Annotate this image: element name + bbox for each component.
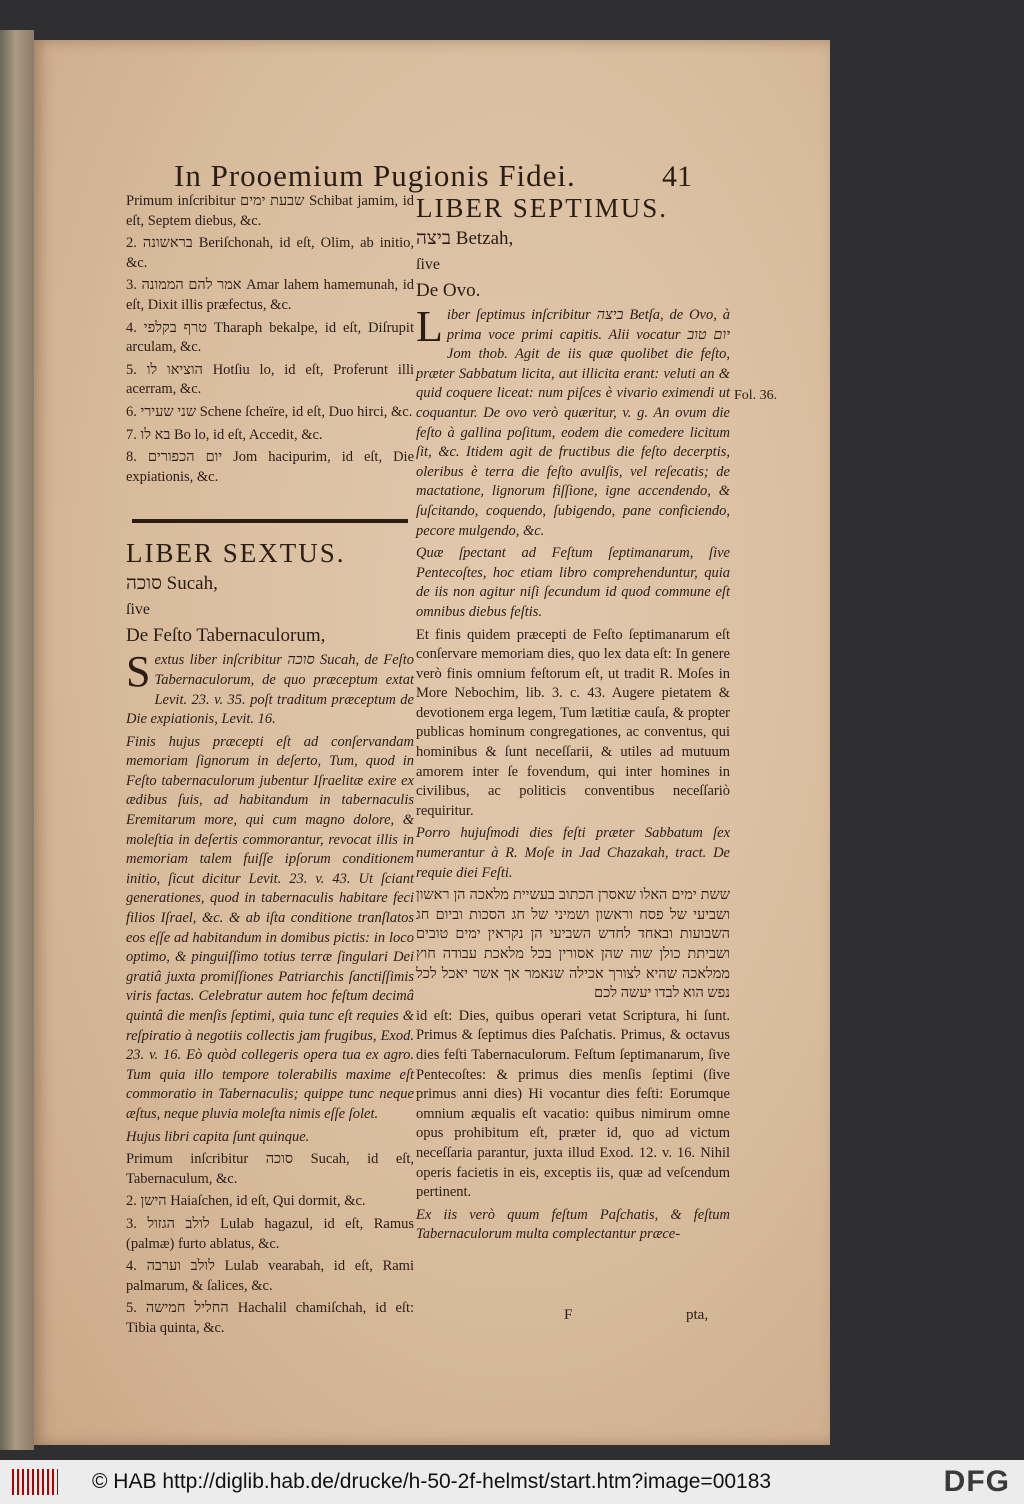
- chapter-item: 2. הישן Haiaſchen, id eſt, Qui dormit, &c.: [126, 1193, 366, 1210]
- book-subtitle: De Feſto Tabernaculorum,: [126, 625, 326, 647]
- chapter-item: Primum inſcribitur שבעת ימים Schibat jamim, id eſt, Septem diebus, &c.: [126, 193, 414, 229]
- chapter-item: 4. לולב וערבה Lulab vearabah, id eſt, Rami palmarum, & ſalices, &c.: [126, 1258, 414, 1294]
- catchword: pta,: [686, 1307, 709, 1323]
- chapter-item: 6. שני שעירי Schene ſcheïre, id eſt, Duo hirci, &c.: [126, 403, 413, 420]
- chapter-item: 7. בא לו Bo lo, id eſt, Accedit, &c.: [126, 426, 323, 443]
- chapter-item: 8. יום הכפורים Jom hacipurim, id eſt, Die expiationis, &c.: [126, 449, 414, 485]
- book-sive: ſive: [126, 601, 150, 619]
- book-title: LIBER SEPTIMUS.: [416, 193, 669, 223]
- book-page: [34, 40, 830, 1445]
- paragraph: id eſt: Dies, quibus operari vetat Scriptura, hi ſunt. Primus & ſeptimus dies Paſchatis. Primus, & octavus dies feſti Tabernaculorum. Feſtum ſeptimanarum, ſive Pentecoſtes: & primus dies menſis ſeptimi (ſive primus anni dies) Hi vocantur dies feſti: Eorumque omnium æqualis eſt vacatio: quibus nimirum omne opus prohibitum eſt, præter id, quo ad victum neceſſaria parantur, juxta illud Exod. 12. v. 16. Nihil operis facietis in eis, exceptis iis, quæ ad veſcendum pertinent.: [416, 1007, 730, 1201]
- chapter-item: 5. החליל חמישה Hachalil chamiſchah, id eſt: Tibia quinta, &c.: [126, 1300, 415, 1336]
- paragraph: Sextus liber inſcribitur סוכה Sucah, de Feſto Tabernaculorum, de quo præceptum extat Levit. 23. v. 35. poſt traditum præceptum de Die expiationis, Levit. 16.: [126, 647, 414, 728]
- book-title: LIBER SEXTUS.: [126, 538, 346, 569]
- paragraph: Et finis quidem præcepti de Feſto ſeptimanarum eſt conſervare memoriam dies, quo lex data eſt: In genere verò finis omnium feſtorum eſt, ut tradit R. Moſes in More Nebochim, lib. 3. c. 43. Augere pietatem & devotionem erga legem, Tum lætitiæ cauſa, & propter publicas hominum congregationes, ac conventus, qui hominibus & ſunt neceſſarii, & utiles ad mutuum amorem inter ſe fovendum, qui inter homines in civilibus, ac politicis conventibus neceſſariò requiritur.: [416, 626, 730, 819]
- paragraph: Quæ ſpectant ad Feſtum ſeptimanarum, ſive Pentecoſtes, hoc etiam libro comprehenduntur, quia de iis non agitur niſi ſecundum id quod commune eſt omnibus diebus feſtis.: [416, 545, 730, 620]
- chapter-item: 4. טרף בקלפי Tharaph bekalpe, id eſt, Diſrupit arculam, &c.: [126, 319, 414, 356]
- paragraph: Finis hujus præcepti eſt ad conſervandam memoriam ſignorum in deſerto, Tum, quod in Feſto tabernaculorum jubentur Iſraelitæ exire ex ædibus ſuis, ad habitandum in tabernaculis Eremitarum more, qui cum magno dolore, & moleſtia in deſertis commorantur, revocat illis in memoriam talem fuiſſe ipſorum conditionem initio, ſicut dicitur Levit. 23. v. 43. Ut ſciant generationes, quod in tabernaculis habitare feci filios Iſrael, &c. & ab iſta conditione tranſlatos eos eſſe ad habitandum in domibus pictis: in loco optimo, & pinguiſſimo totius terræ ſingulari Dei gratiâ juxta promiſſiones Patriarchis ſanctiſſimis viris factas. Celebratur autem hoc feſtum decimâ quintâ die menſis ſeptimi, quia tunc eſt requies & reſpiratio à negotiis collectis jam frugibus, Exod. 23. v. 16. Eò quòd collegeris opera tua ex agro. Tum quia illo tempore tolerabilis maxime eſt commoratio in Tabernaculis; quippe tunc neque æſtus, neque pluvia moleſta nimis eſſe ſolet.: [126, 733, 414, 1122]
- chapter-item: 5. הוציאו לו Hotſiu lo, id eſt, Proferunt illi acerram, &c.: [126, 361, 414, 398]
- signature-mark: F: [564, 1307, 573, 1323]
- running-head: In Prooemium Pugionis Fidei.: [174, 158, 576, 193]
- right-column: [416, 192, 730, 1248]
- paragraph: Liber ſeptimus inſcribitur ביצה Betſa, de Ovo, à prima voce primi capitis. Alii vocatur יום טוב Jom thob. Agit de iis quæ quolibet die feſto, præter Sabbatum licita, aut illicita erant: veluti an & quid coquere liceat: num piſces è vivario eximendi ut coquantur. De ovo verò quæritur, v. g. An ovum die feſto à gallina poſitum, eodem die comedere licitum ſit, &c. Itidem agit de fructibus die feſto decerptis, oleribus è terra die feſto avulſis, vel reſecatis; de mactatione, lignorum fiſſione, igne accendendo, & ſuſcitando, coquendo, ſubigendo, pane conficiendo, pecore mulgendo, &c.: [416, 302, 730, 539]
- left-column: [126, 192, 414, 1342]
- book-hebrew-title: סוכה Sucah,: [126, 573, 218, 595]
- hebrew-quotation: ששת ימים האלו שאסרן הכתוב בעשיית מלאכה הן ראשון ושביעי של פסח וראשון ושמיני של חג הסכות וביום חג השבועות ובאחד לחדש השביעי הן נקראין ימים טובים ושביתת כולן שוה שהן אסורין בכל מלאכת עבודה חוץ ממלאכה שהיא לצורך אכילה שנאמר אך אשר יאכל לכל נפש הוא לבדו יעשה לכם: [416, 887, 730, 1002]
- chapter-item: 3. לולב הגזול Lulab hagazul, id eſt, Ramus (palmæ) furto ablatus, &c.: [126, 1215, 414, 1252]
- section-divider: [132, 519, 408, 523]
- facing-page-edge: [0, 30, 34, 1450]
- drop-cap: L: [416, 302, 443, 351]
- paragraph: Hujus libri capita ſunt quinque.: [126, 1128, 310, 1145]
- chapter-item: 3. אמר להם הממונה Amar lahem hamemunah, id eſt, Dixit illis præfectus, &c.: [126, 277, 415, 313]
- chapter-item: 2. בראשונה Beriſchonah, id eſt, Olim, ab initio, &c.: [126, 235, 415, 271]
- viewer-footer: [0, 1460, 1024, 1504]
- paragraph: Ex iis verò quum feſtum Paſchatis, & feſtum Tabernaculorum multa complectantur præce-: [416, 1206, 730, 1243]
- book-sive: ſive: [416, 256, 440, 273]
- book-subtitle: De Ovo.: [416, 280, 481, 301]
- page-number: 41: [662, 160, 692, 193]
- paragraph: Porro hujuſmodi dies feſti præter Sabbatum ſex numerantur à R. Moſe in Jad Chazakah, tract. De requie diei Feſti.: [416, 825, 730, 881]
- barcode-icon: [12, 1469, 58, 1495]
- margin-note: Fol. 36.: [734, 388, 778, 403]
- book-hebrew-title: ביצה Betzah,: [416, 228, 514, 249]
- chapter-item: Primum inſcribitur סוכה Sucah, id eſt, Tabernaculum, &c.: [126, 1151, 414, 1187]
- source-url[interactable]: © HAB http://diglib.hab.de/drucke/h-50-2f-helmst/start.htm?image=00183: [92, 1470, 772, 1493]
- dfg-logo: DFG: [943, 1465, 1010, 1498]
- drop-cap: S: [126, 647, 151, 697]
